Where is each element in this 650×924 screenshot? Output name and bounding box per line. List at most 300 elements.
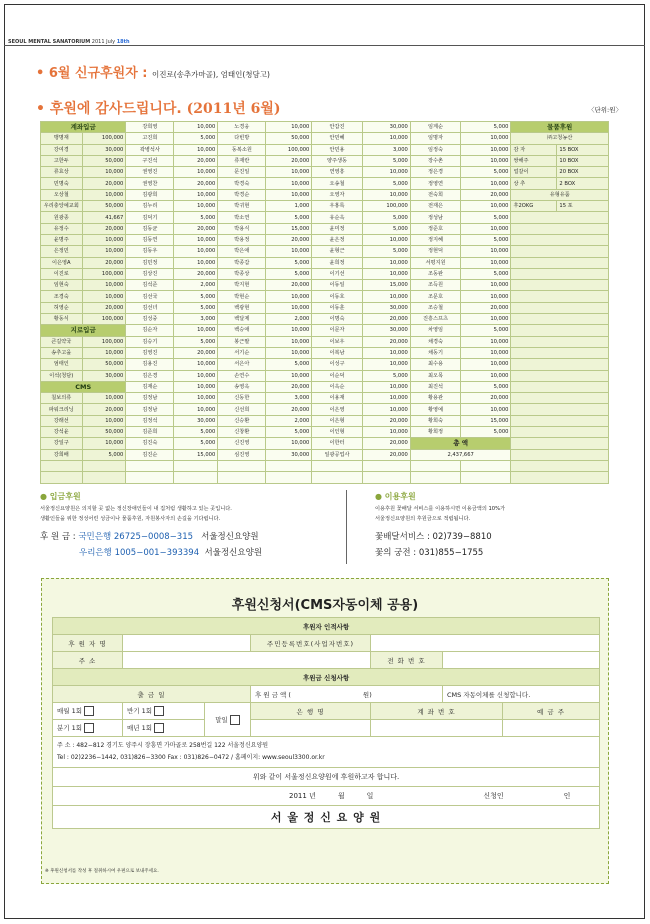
donor-amount: 5,000 <box>266 427 312 438</box>
donor-name: 고진희 <box>126 133 174 144</box>
table-row <box>41 336 609 347</box>
empty-cell <box>511 347 609 358</box>
empty-cell <box>312 460 362 471</box>
donor-amount: 20,000 <box>362 449 410 460</box>
donor-amount: 10,000 <box>174 201 218 212</box>
table-row <box>41 404 609 415</box>
donor-amount: 5,000 <box>266 212 312 223</box>
yearly-option[interactable] <box>123 720 205 737</box>
empty-cell <box>511 291 609 302</box>
donor-amount: 50,000 <box>266 133 312 144</box>
donor-amount: 3,000 <box>174 314 218 325</box>
donor-amount: 10,000 <box>174 246 218 257</box>
empty-cell <box>511 438 609 449</box>
donor-amount: 30,000 <box>82 144 126 155</box>
donor-name: 신선희 <box>218 404 266 415</box>
group-header: 계좌입금 <box>41 122 126 133</box>
donor-name: 박현순 <box>218 291 266 302</box>
bank-name-label: 은 행 명 <box>251 703 371 720</box>
account-holder-label: 예 금 주 <box>503 703 600 720</box>
donor-amount: 30,000 <box>362 122 410 133</box>
donor-amount: 5,000 <box>461 427 511 438</box>
donor-amount: 5,000 <box>362 223 410 234</box>
empty-cell <box>266 460 312 471</box>
donor-name: 오송철 <box>312 178 362 189</box>
donor-name: 안민용 <box>312 144 362 155</box>
amount-field[interactable] <box>251 686 443 703</box>
donor-name: 파워크리닝 <box>41 404 83 415</box>
donor-name: 윤은정 <box>312 234 362 245</box>
table-row <box>41 438 609 449</box>
donor-name: 임명자 <box>410 133 460 144</box>
donor-amount: 10,000 <box>362 291 410 302</box>
table-row <box>41 325 609 336</box>
empty-cell <box>511 460 609 471</box>
day-label: 일 <box>366 792 374 800</box>
contact-info <box>53 737 600 768</box>
donor-amount: 50,000 <box>82 155 126 166</box>
donor-name: 윤명주 <box>41 234 83 245</box>
table-row <box>41 223 609 234</box>
table-row <box>41 347 609 358</box>
donor-name: 장수촌 <box>410 155 460 166</box>
donor-name: 김순자 <box>126 325 174 336</box>
donor-amount: 10,000 <box>174 144 218 155</box>
header-divider <box>4 45 645 46</box>
end-option[interactable] <box>205 703 251 737</box>
donor-amount: 20,000 <box>362 314 410 325</box>
donor-amount: 5,000 <box>362 212 410 223</box>
table-row <box>41 257 609 268</box>
donor-amount: 10,000 <box>362 257 410 268</box>
total-label: 총 액 <box>410 438 511 449</box>
donor-name: 김덕기 <box>126 212 174 223</box>
donor-name: 전재은 <box>410 201 460 212</box>
giro-section-title: ● 입금후원 <box>40 492 81 501</box>
donor-amount: 10,000 <box>174 189 218 200</box>
table-row <box>41 189 609 200</box>
phone-field[interactable] <box>443 652 600 669</box>
goods-qty: 20 BOX <box>557 167 609 178</box>
donor-amount: 50,000 <box>82 201 126 212</box>
empty-cell <box>511 381 609 392</box>
goods-qty: 15 BOX <box>557 144 609 155</box>
donor-amount: 15,000 <box>266 223 312 234</box>
donor-amount: 10,000 <box>266 122 312 133</box>
donor-amount: 10,000 <box>461 336 511 347</box>
table-row <box>41 370 609 381</box>
donor-name: 연영흥 <box>312 167 362 178</box>
donor-amount: 10,000 <box>174 393 218 404</box>
donor-amount: 10,000 <box>362 234 410 245</box>
empty-cell <box>511 472 609 483</box>
table-row <box>41 393 609 404</box>
donor-name: 이동훈 <box>312 302 362 313</box>
donor-amount: 10,000 <box>362 381 410 392</box>
donor-amount: 10,000 <box>82 234 126 245</box>
donor-name: 박지현 <box>218 280 266 291</box>
bank-name-field[interactable] <box>251 720 371 737</box>
donor-amount: 10,000 <box>174 122 218 133</box>
donor-amount: 1,000 <box>266 201 312 212</box>
table-row <box>41 212 609 223</box>
donor-name: 류효상 <box>41 167 83 178</box>
donor-name: 이한터 <box>312 438 362 449</box>
donor-name: 김정석 <box>126 415 174 426</box>
donor-amount: 10,000 <box>174 381 218 392</box>
donor-name: 원광종 <box>41 212 83 223</box>
bullet: • <box>36 101 45 117</box>
donor-amount: 5,000 <box>174 212 218 223</box>
donor-name: 이진로 <box>41 268 83 279</box>
empty-cell <box>511 234 609 245</box>
donor-name: 이문자 <box>312 325 362 336</box>
donor-amount: 5,000 <box>461 212 511 223</box>
new-donors-names: 이진로(송추가마골), 엄태인(청담고) <box>152 70 270 79</box>
donor-amount: 100,000 <box>266 144 312 155</box>
empty-cell <box>511 302 609 313</box>
donor-amount: 10,000 <box>266 246 312 257</box>
donor-amount: 10,000 <box>82 393 126 404</box>
amount-label: 후 원 금 액 ( <box>255 690 291 699</box>
rrn-label: 주민등록번호(사업자번호) <box>251 635 371 652</box>
empty-cell <box>511 257 609 268</box>
donor-amount: 20,000 <box>82 178 126 189</box>
donor-name: 맹명재 <box>41 133 83 144</box>
donor-amount: 10,000 <box>362 393 410 404</box>
table-row <box>41 246 609 257</box>
issue-date: 2011 July <box>91 39 116 45</box>
donor-name: 박귀현 <box>218 201 266 212</box>
donor-amount: 100,000 <box>82 268 126 279</box>
donor-name: 허영순 <box>41 302 83 313</box>
donor-amount: 10,000 <box>461 280 511 291</box>
donor-name: 최진석 <box>410 381 460 392</box>
donor-amount: 10,000 <box>174 370 218 381</box>
donor-name: 신진영 <box>218 438 266 449</box>
donor-amount: 5,000 <box>461 381 511 392</box>
donor-amount: 5,000 <box>174 302 218 313</box>
donor-amount: 100,000 <box>82 133 126 144</box>
donor-amount: 20,000 <box>266 280 312 291</box>
table-row <box>41 291 609 302</box>
donor-name: 동복소원 <box>218 144 266 155</box>
donor-name: 조동완 <box>410 268 460 279</box>
donor-name: 김정남 <box>126 393 174 404</box>
pledge-text: 위와 같이 서울정신요양원에 후원하고자 합니다. <box>53 768 600 787</box>
donor-amount: 10,000 <box>82 415 126 426</box>
personal-info-header: 후원자 인적사항 <box>53 618 600 635</box>
table-row <box>41 268 609 279</box>
org-name: 서 울 정 신 요 양 원 <box>53 806 600 829</box>
donor-amount: 20,000 <box>266 234 312 245</box>
donor-name: 서평지원 <box>410 257 460 268</box>
donor-name: 김동우 <box>126 246 174 257</box>
donor-name: 김선녀 <box>126 302 174 313</box>
donor-name: 강희영 <box>126 122 174 133</box>
donor-amount: 30,000 <box>362 325 410 336</box>
yearly-checkbox[interactable] <box>154 723 164 733</box>
donor-amount: 10,000 <box>461 257 511 268</box>
donor-amount: 10,000 <box>362 167 410 178</box>
table-row <box>41 201 609 212</box>
donor-name: 황희정 <box>410 427 460 438</box>
donor-amount: 10,000 <box>82 291 126 302</box>
table-row <box>41 178 609 189</box>
empty-cell <box>312 472 362 483</box>
table-row <box>41 234 609 245</box>
donor-amount: 10,000 <box>362 404 410 415</box>
donor-name: 김상진 <box>126 268 174 279</box>
donor-name: 김영진 <box>126 347 174 358</box>
donor-name: 황동식 <box>41 314 83 325</box>
goods-name: 감 자 <box>511 144 557 155</box>
group-header: 지로입금 <box>41 325 126 336</box>
donor-amount: 10,000 <box>82 438 126 449</box>
donor-name: 이보우 <box>312 336 362 347</box>
donor-amount: 100,000 <box>82 336 126 347</box>
table-row <box>41 359 609 370</box>
year-label: 2011 년 <box>289 792 316 800</box>
goods-name: 얼갈이 <box>511 167 557 178</box>
donor-name: 김진숙 <box>126 438 174 449</box>
goods-name: ㈜고청농산 <box>511 133 609 144</box>
donor-amount: 30,000 <box>362 302 410 313</box>
table-row <box>41 133 609 144</box>
donor-name: 윤형근 <box>312 246 362 257</box>
donor-name: 차영임 <box>410 325 460 336</box>
table-row <box>41 472 609 483</box>
donor-name: 윤희정 <box>312 257 362 268</box>
empty-cell <box>511 314 609 325</box>
donor-name: 채동기 <box>410 347 460 358</box>
donor-amount: 20,000 <box>174 347 218 358</box>
donor-amount: 20,000 <box>461 302 511 313</box>
donor-amount: 5,000 <box>461 325 511 336</box>
account-number-field[interactable] <box>371 720 503 737</box>
empty-cell <box>511 359 609 370</box>
donor-amount: 3,000 <box>362 144 410 155</box>
table-row <box>41 381 609 392</box>
donor-name-label: 후 원 자 명 <box>53 635 123 652</box>
donor-name: 이은영 <box>312 404 362 415</box>
donor-amount: 20,000 <box>82 257 126 268</box>
address-field[interactable] <box>123 652 371 669</box>
account-holder-field[interactable] <box>503 720 600 737</box>
donor-name: 김선국 <box>126 291 174 302</box>
donor-name: 이복남 <box>312 347 362 358</box>
end-checkbox[interactable] <box>230 715 240 725</box>
donor-amount: 10,000 <box>461 155 511 166</box>
donor-amount: 5,000 <box>461 167 511 178</box>
monthly-option[interactable] <box>53 703 123 720</box>
donor-amount: 20,000 <box>461 393 511 404</box>
donor-name: 곽병석사 <box>126 144 174 155</box>
bank-name: 국민은행 <box>78 532 112 542</box>
donor-name: 류재란 <box>218 155 266 166</box>
donor-amount: 20,000 <box>174 268 218 279</box>
donor-name: 채경숙 <box>410 336 460 347</box>
account-number-label: 계 좌 번 호 <box>371 703 503 720</box>
giro-account-2 <box>79 546 262 558</box>
empty-cell <box>174 472 218 483</box>
date-signature-row <box>53 787 600 806</box>
rrn-field[interactable] <box>371 635 600 652</box>
donor-amount: 20,000 <box>266 155 312 166</box>
donor-name: 이인형 <box>312 427 362 438</box>
empty-cell <box>511 268 609 279</box>
donor-name: 정영연 <box>410 178 460 189</box>
donor-name: 김광희 <box>126 189 174 200</box>
month-label: 월 <box>337 792 345 800</box>
donor-amount: 15,000 <box>174 449 218 460</box>
donor-name: 최수용 <box>410 359 460 370</box>
donor-amount: 20,000 <box>174 223 218 234</box>
withdraw-date-label: 출 금 일 <box>53 686 251 703</box>
donor-name: 박용정 <box>218 234 266 245</box>
donor-amount: 10,000 <box>461 178 511 189</box>
donor-amount: 10,000 <box>266 370 312 381</box>
donor-amount: 30,000 <box>266 449 312 460</box>
half-checkbox[interactable] <box>154 706 164 716</box>
donor-name: 정현덕 <box>410 246 460 257</box>
donor-name: 권영진 <box>126 167 174 178</box>
donor-name: 박경순 <box>218 189 266 200</box>
donor-amount: 5,000 <box>461 234 511 245</box>
half-option[interactable] <box>123 703 205 720</box>
goods-qty: 10 BOX <box>557 155 609 166</box>
donor-amount: 20,000 <box>266 381 312 392</box>
donor-name: 이은형 <box>312 415 362 426</box>
empty-cell <box>511 370 609 381</box>
empty-cell <box>511 393 609 404</box>
donor-amount: 10,000 <box>461 404 511 415</box>
empty-cell <box>126 472 174 483</box>
org-contacts: Tel : 02)2236−1442, 031)826−3300 Fax : 031)826−0472 / 홈페이지: www.seoul3300.or.kr <box>57 754 325 761</box>
donor-name: 박종상 <box>218 268 266 279</box>
donor-amount: 10,000 <box>82 167 126 178</box>
donor-name: 황용관 <box>410 393 460 404</box>
quarter-option[interactable] <box>53 720 123 737</box>
empty-cell <box>511 223 609 234</box>
donor-amount: 10,000 <box>461 359 511 370</box>
donor-amount: 10,000 <box>362 347 410 358</box>
donor-name: 진흥스프츠 <box>410 314 460 325</box>
donor-amount: 5,000 <box>362 370 410 381</box>
donor-amount: 10,000 <box>174 234 218 245</box>
donor-name: 다빈방 <box>218 133 266 144</box>
donor-name: 전숙희 <box>410 189 460 200</box>
donor-amount: 5,000 <box>362 246 410 257</box>
donor-amount: 30,000 <box>82 370 126 381</box>
donor-name: 백승애 <box>218 325 266 336</box>
donor-name: 강일구 <box>41 438 83 449</box>
thanks-heading <box>36 98 281 118</box>
donor-name: 오상철 <box>41 189 83 200</box>
donor-amount: 10,000 <box>266 291 312 302</box>
goods-name: 쌍해주 <box>511 155 557 166</box>
empty-cell <box>82 460 126 471</box>
form-title: 후원신청서(CMS자동이체 공용) <box>231 598 419 613</box>
thanks-period: (2011년 6월) <box>186 101 281 117</box>
account-holder: 서울정신요양원 <box>204 548 263 558</box>
empty-cell <box>511 336 609 347</box>
donor-name: 일광공업사 <box>312 449 362 460</box>
donor-name: 김용진 <box>126 359 174 370</box>
monthly-checkbox[interactable] <box>84 706 94 716</box>
donor-amount: 41,667 <box>82 212 126 223</box>
donor-name: 김민정 <box>126 257 174 268</box>
donor-amount: 10,000 <box>362 189 410 200</box>
donor-name: 김승기 <box>126 336 174 347</box>
donor-name: 정성남 <box>410 212 460 223</box>
amount-unit: 원) <box>362 690 372 699</box>
empty-cell <box>511 325 609 336</box>
yearly-label: 매년 1회 <box>127 724 153 732</box>
empty-cell <box>511 404 609 415</box>
table-row <box>41 302 609 313</box>
donor-name: 강석윤 <box>41 427 83 438</box>
quarter-checkbox[interactable] <box>84 723 94 733</box>
empty-cell <box>41 472 83 483</box>
donor-amount: 5,000 <box>266 359 312 370</box>
donor-amount: 5,000 <box>362 178 410 189</box>
donor-amount: 2,000 <box>174 280 218 291</box>
donor-name: 은정민 <box>41 246 83 257</box>
donor-amount: 10,000 <box>266 325 312 336</box>
donor-amount: 10,000 <box>461 133 511 144</box>
donor-name: 양주생동 <box>312 155 362 166</box>
giro-text-2: 생활인들을 위한 정성어린 성금이나 물품후원, 자원봉사자의 손길을 기다립니다. <box>40 516 221 522</box>
donor-name: 엄태인 <box>41 359 83 370</box>
donor-amount: 10,000 <box>362 268 410 279</box>
donor-amount: 10,000 <box>174 167 218 178</box>
new-donors-heading <box>36 62 270 81</box>
donor-name-field[interactable] <box>123 635 251 652</box>
donor-amount: 5,000 <box>461 122 511 133</box>
donor-name: 황영예 <box>410 404 460 415</box>
quarter-label: 분기 1회 <box>57 724 83 732</box>
donor-name: 노경웅 <box>218 122 266 133</box>
usage-text-1: 이용후원 꽃배달 서비스를 이용하시면 이용금액의 10%가 <box>375 506 506 512</box>
donor-name: 이용재 <box>312 393 362 404</box>
donor-name: 이동일 <box>312 280 362 291</box>
goods-qty: 2 BOX <box>557 178 609 189</box>
donor-amount: 5,000 <box>461 268 511 279</box>
donor-amount: 5,000 <box>266 257 312 268</box>
empty-cell <box>410 472 460 483</box>
empty-cell <box>174 460 218 471</box>
donation-info-header: 후원금 신청사항 <box>53 669 600 686</box>
empty-cell <box>511 246 609 257</box>
end-label: 말일 <box>215 715 228 724</box>
donor-name: 김석준 <box>126 280 174 291</box>
donor-name: 조득원 <box>410 280 460 291</box>
donor-amount: 20,000 <box>362 336 410 347</box>
donor-amount: 20,000 <box>82 404 126 415</box>
donor-name: 백광현 <box>218 302 266 313</box>
donor-name: 심진영 <box>218 449 266 460</box>
donor-name: 권영찬 <box>126 178 174 189</box>
address-label: 주 소 <box>53 652 123 669</box>
donor-name: 유순옥 <box>312 212 362 223</box>
empty-cell <box>511 427 609 438</box>
monthly-label: 매월 1회 <box>57 707 83 715</box>
donor-amount: 5,000 <box>174 291 218 302</box>
goods-name: 상 추 <box>511 178 557 189</box>
donor-name: 박경숙 <box>218 178 266 189</box>
donor-amount: 2,000 <box>266 415 312 426</box>
